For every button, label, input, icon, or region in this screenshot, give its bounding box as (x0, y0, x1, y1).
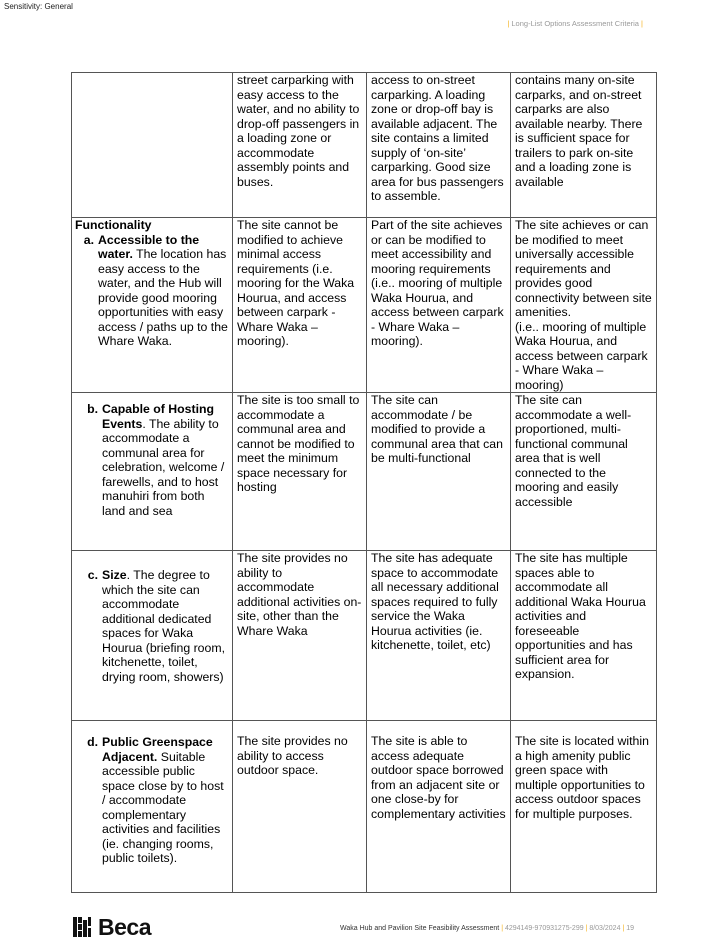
criterion-letter: b. (87, 402, 98, 416)
rating-cell-mid: The site can accommodate / be modified to provide a communal area that can be multi-functional (367, 393, 511, 551)
rating-cell-high: The site has multiple spaces able to accommodate all additional Waka Hourua activities and foreseeable opportunities and has sufficient area for expansion. (511, 551, 657, 721)
criterion-cell (72, 393, 233, 551)
criterion-description: The location has easy access to the water, and the Hub will provide good mooring opportunities with easy access / paths up to the Whare Waka. (98, 247, 228, 348)
assessment-criteria-table (71, 72, 657, 893)
table-row-accessible (72, 218, 657, 393)
rating-cell-mid: access to on-street carparking. A loading zone or drop-off bay is available adjacent. The site contains a limited supply of ‘on-site’ carparking. Good size area for bus passengers to assemble. (367, 73, 511, 218)
rating-cell-low: The site cannot be modified to achieve minimal access requirements (i.e. mooring for the Waka Hourua, and access between carpark - Whare Waka – mooring). (233, 218, 367, 393)
running-header-title: Long-List Options Assessment Criteria (511, 19, 639, 28)
beca-logo-text: Beca (98, 914, 151, 940)
rating-cell-low: The site provides no ability to access outdoor space. (233, 721, 367, 893)
footer-date: 8/03/2024 (589, 925, 621, 932)
table-row-hosting-events (72, 393, 657, 551)
footer-document-title: Waka Hub and Pavilion Site Feasibility Assessment (339, 925, 500, 932)
rating-cell-high: The site is located within a high amenity public green space with multiple opportunities to access outdoor spaces for multiple purposes. (511, 721, 657, 893)
table-row-continuation (72, 73, 657, 218)
running-header: | Long-List Options Assessment Criteria | (507, 19, 643, 28)
sensitivity-label: Sensitivity: General (4, 2, 73, 11)
table-row-greenspace (72, 721, 657, 893)
criterion-description: . The degree to which the site can accommodate additional dedicated spaces for Waka Hourua (briefing room, kitchenette, toilet, drying room, showers) (102, 568, 226, 684)
criterion-cell (72, 721, 233, 893)
rating-cell-low: The site provides no ability to accommodate additional activities on-site, other than the Whare Waka (233, 551, 367, 721)
criterion-title: Size (102, 568, 127, 582)
beca-logo (73, 916, 151, 938)
criterion-letter: a. (83, 232, 94, 247)
criterion-description: Suitable accessible public space close by to host / accommodate complementary activities and facilities (ie. changing rooms, public toilets). (102, 749, 224, 865)
beca-logo-mark-icon (73, 917, 95, 937)
table-row-size (72, 551, 657, 721)
rating-cell-high: contains many on-site carparks, and on-street carparks are also available nearby. There is sufficient space for trailers to park on-site and a loading zone is available (511, 73, 657, 218)
page-footer: Waka Hub and Pavilion Site Feasibility Assessment | 4294149-970931275-299 | 8/03/2024 | 19 (339, 925, 634, 932)
rating-cell-mid: The site has adequate space to accommodate all necessary additional spaces required to fully service the Waka Hourua activities (ie. kitchenette, toilet, etc) (367, 551, 511, 721)
criterion-letter: c. (87, 568, 98, 582)
criterion-cell (72, 218, 233, 393)
criterion-description: . The ability to accommodate a communal area for celebration, welcome / farewells, and to host manuhiri from both land and sea (102, 416, 225, 518)
rating-cell-high: The site achieves or can be modified to meet universally accessible requirements and provides good connectivity between site amenities. (i.e.. mooring of multiple Waka Hourua, and access between carpark - Whare Waka – mooring) (511, 218, 657, 393)
rating-cell-mid: The site is able to access adequate outdoor space borrowed from an adjacent site or one close-by for complementary activities (367, 721, 511, 893)
rating-cell-low: The site is too small to accommodate a communal area and cannot be modified to meet the minimum space necessary for hosting (233, 393, 367, 551)
criterion-title: Accessible to the water. (98, 232, 200, 261)
rating-cell-high: The site can accommodate a well-proportioned, multi-functional communal area that is well connected to the mooring and easily accessible (511, 393, 657, 551)
footer-reference: 4294149-970931275-299 (504, 925, 584, 932)
criterion-title: Capable of Hosting Events (102, 402, 215, 431)
criterion-cell (72, 73, 233, 218)
section-title: Functionality (75, 218, 152, 232)
rating-cell-mid: Part of the site achieves or can be modified to meet accessibility and mooring requirements (i.e.. mooring of multiple Waka Hourua, and access between carpark - Whare Waka – mooring). (367, 218, 511, 393)
criterion-letter: d. (87, 735, 98, 749)
criterion-title: Public Greenspace Adjacent. (102, 735, 213, 764)
criterion-cell (72, 551, 233, 721)
page-number: 19 (626, 925, 634, 932)
rating-cell-low: street carparking with easy access to the water, and no ability to drop-off passengers in a loading zone or accommodate assembly points and buses. (233, 73, 367, 218)
